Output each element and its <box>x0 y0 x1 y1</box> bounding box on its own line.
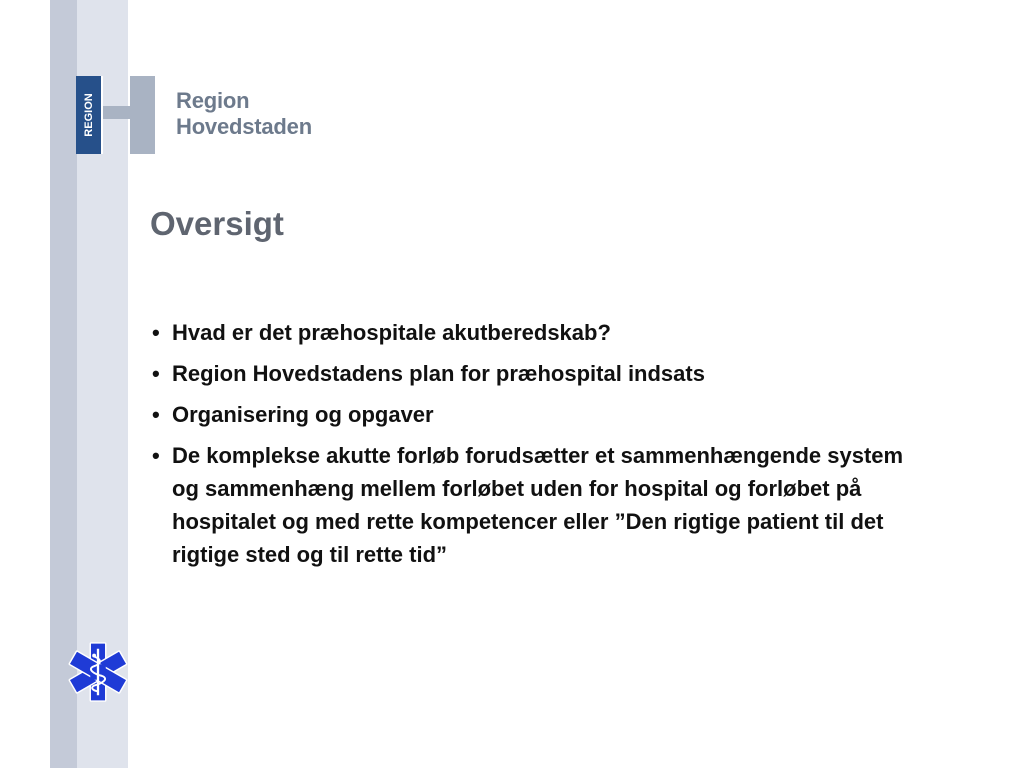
bullet-item-4: • De komplekse akutte forløb forudsætter et sammenhængende system og sammenhæng mellem forløbet uden for hospital og forløbet på hospitalet og med rette kompetencer eller ”Den rigtige patient til det rigtige sted og til rette tid” <box>152 439 932 571</box>
logo-line-region: Region <box>176 88 250 113</box>
region-hovedstaden-logo <box>76 76 356 156</box>
bullet-list <box>152 316 932 579</box>
logo-mark-text: REGION <box>82 93 95 137</box>
logo-wordmark <box>176 88 312 140</box>
bullet-item-2: • Region Hovedstadens plan for præhospital indsats <box>152 357 932 390</box>
region-h-logo-icon <box>76 76 156 154</box>
slide-title: Oversigt <box>150 205 284 242</box>
bullet-item-1: • Hvad er det præhospitale akutberedskab? <box>152 316 932 349</box>
star-of-life-icon <box>67 641 129 703</box>
logo-line-hovedstaden: Hovedstaden <box>176 114 312 139</box>
bullet-item-3: • Organisering og opgaver <box>152 398 932 431</box>
